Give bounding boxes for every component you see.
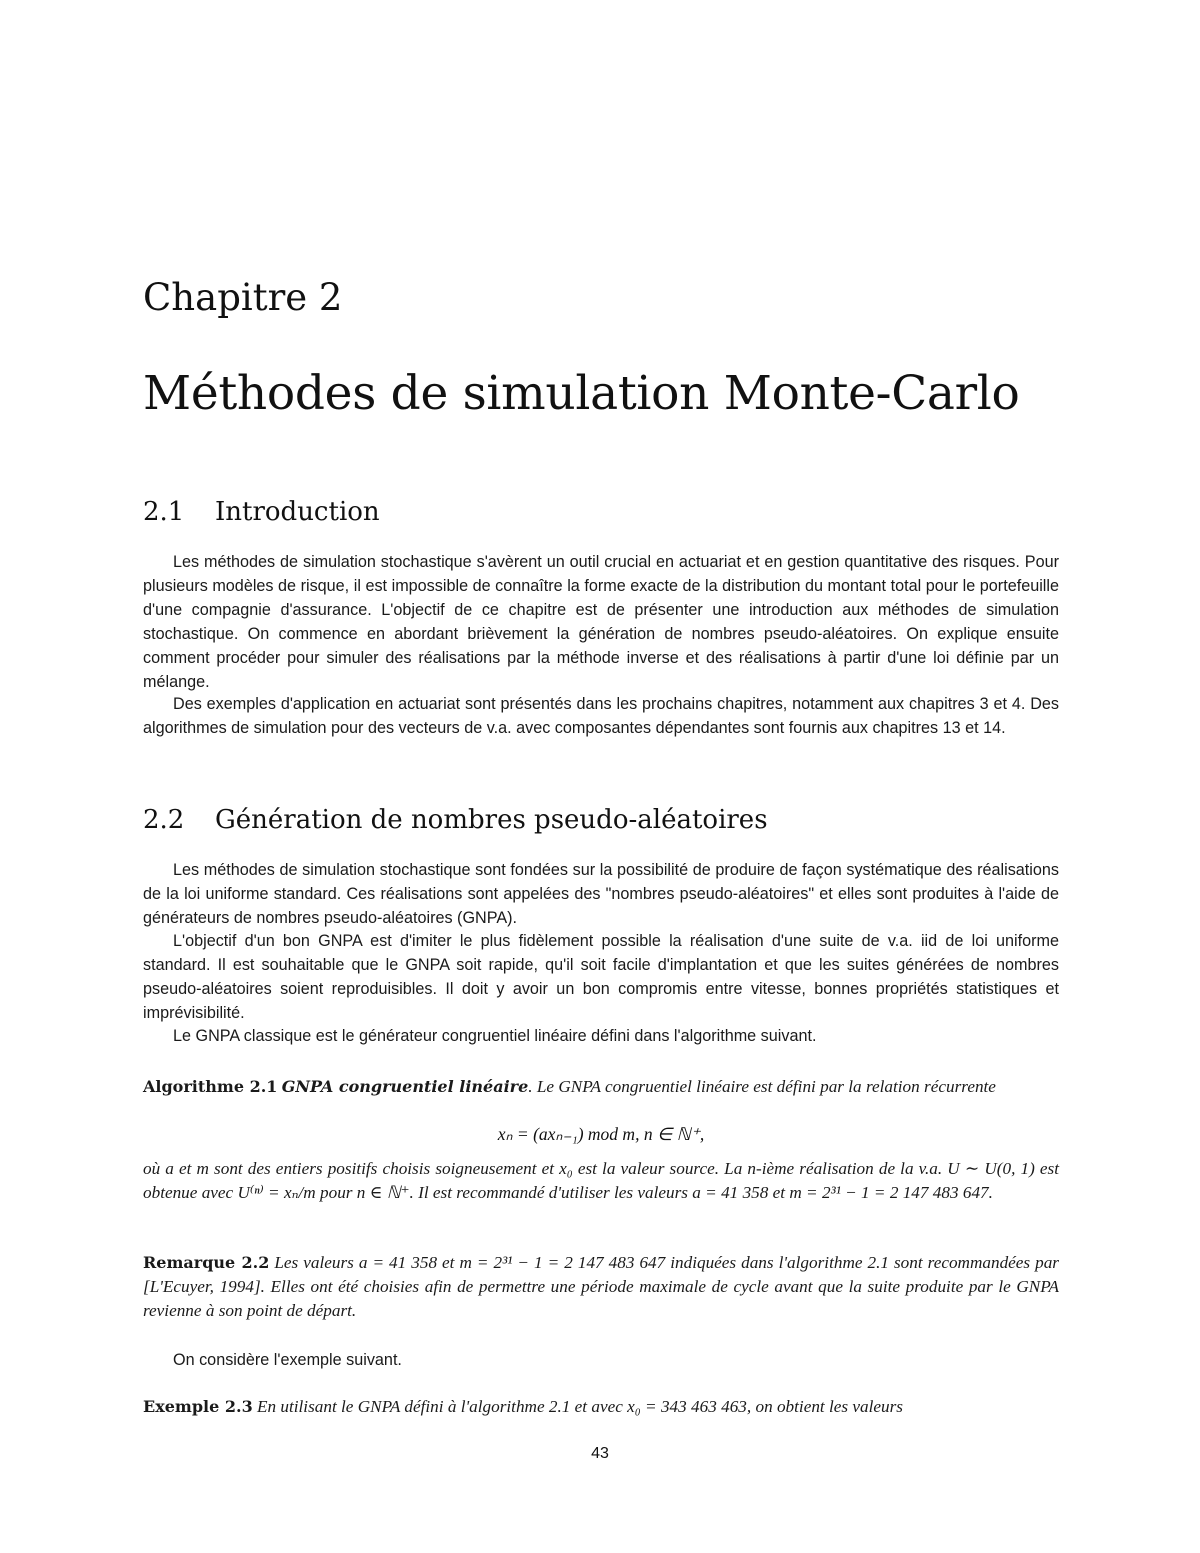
example-label: Exemple 2.3 xyxy=(143,1397,253,1416)
algorithm-name: GNPA congruentiel linéaire xyxy=(281,1077,529,1096)
section-heading-generation xyxy=(143,805,768,835)
intro-paragraph-1: Les méthodes de simulation stochastique s'avèrent un outil crucial en actuariat et en gestion quantitative des risques. Pour plusieurs modèles de risque, il est impossible de connaître la forme exacte de la distribution du montant total pour le portefeuille d'une compagnie d'assurance. L'objectif de ce chapitre est de présenter une introduction aux méthodes de simulation stochastique. On commence en abordant brièvement la génération de nombres pseudo-aléatoires. On explique ensuite comment procéder pour simuler des réalisations par la méthode inverse et des réalisations à partir d'une loi définie par un mélange. xyxy=(143,553,1059,691)
chapter-title: Méthodes de simulation Monte-Carlo xyxy=(143,366,1020,421)
remark-label: Remarque 2.2 xyxy=(143,1253,270,1272)
transition-sentence: On considère l'exemple suivant. xyxy=(173,1351,402,1369)
example-block xyxy=(143,1395,1059,1419)
section-number: 2.2 xyxy=(143,805,185,835)
page-number: 43 xyxy=(591,1445,609,1462)
section-title: Introduction xyxy=(215,497,380,527)
chapter-label: Chapitre 2 xyxy=(143,276,343,319)
algorithm-intro: . Le GNPA congruentiel linéaire est défini par la relation récurrente xyxy=(528,1077,996,1096)
generation-paragraph-2: L'objectif d'un bon GNPA est d'imiter le plus fidèlement possible la réalisation d'une suite de v.a. iid de loi uniforme standard. Il est souhaitable que le GNPA soit rapide, qu'il soit facile d'implantation et que les suites générées de nombres pseudo-aléatoires soient reproduisibles. Il doit y avoir un bon compromis entre vitesse, bonnes propriétés statistiques et imprévisibilité. xyxy=(143,932,1059,1022)
example-text: En utilisant le GNPA défini à l'algorithme 2.1 et avec x₀ = 343 463 463, on obtient les valeurs xyxy=(257,1397,903,1416)
remark-block xyxy=(143,1251,1059,1323)
recurrence-equation: xₙ = (axₙ₋₁) mod m, n ∈ ℕ⁺, xyxy=(497,1124,705,1144)
section-heading-introduction xyxy=(143,497,380,527)
generation-paragraph-3: Le GNPA classique est le générateur congruentiel linéaire défini dans l'algorithme suivant. xyxy=(173,1027,817,1045)
section-title: Génération de nombres pseudo-aléatoires xyxy=(215,805,768,835)
section-number: 2.1 xyxy=(143,497,185,527)
intro-paragraph-2: Des exemples d'application en actuariat sont présentés dans les prochains chapitres, notamment aux chapitres 3 et 4. Des algorithmes de simulation pour des vecteurs de v.a. avec composantes dépendantes sont fournis aux chapitres 13 et 14. xyxy=(143,695,1059,737)
algorithm-label: Algorithme 2.1 xyxy=(143,1077,278,1096)
generation-paragraph-1: Les méthodes de simulation stochastique sont fondées sur la possibilité de produire de façon systématique des réalisations de la loi uniforme standard. Ces réalisations sont appelées des "nombres pseudo-aléatoires" et elles sont produites à l'aide de générateurs de nombres pseudo-aléatoires (GNPA). xyxy=(143,861,1059,927)
remark-text: Les valeurs a = 41 358 et m = 2³¹ − 1 = 2 147 483 647 indiquées dans l'algorithme 2.1 sont recommandées par [L'Ecuyer, 1994]. Elles ont été choisies afin de permettre une période maximale de cycle avant que la suite produite par le GNPA revienne à son point de départ. xyxy=(143,1253,1059,1320)
algorithm-body: où a et m sont des entiers positifs choisis soigneusement et x₀ est la valeur source. La n-ième réalisation de la v.a. U ∼ U(0, 1) est obtenue avec U⁽ⁿ⁾ = xₙ/m pour n ∈ ℕ⁺. Il est recommandé d'utiliser les valeurs a = 41 358 et m = 2³¹ − 1 = 2 147 483 647. xyxy=(143,1159,1059,1202)
algorithm-statement xyxy=(143,1075,1059,1099)
